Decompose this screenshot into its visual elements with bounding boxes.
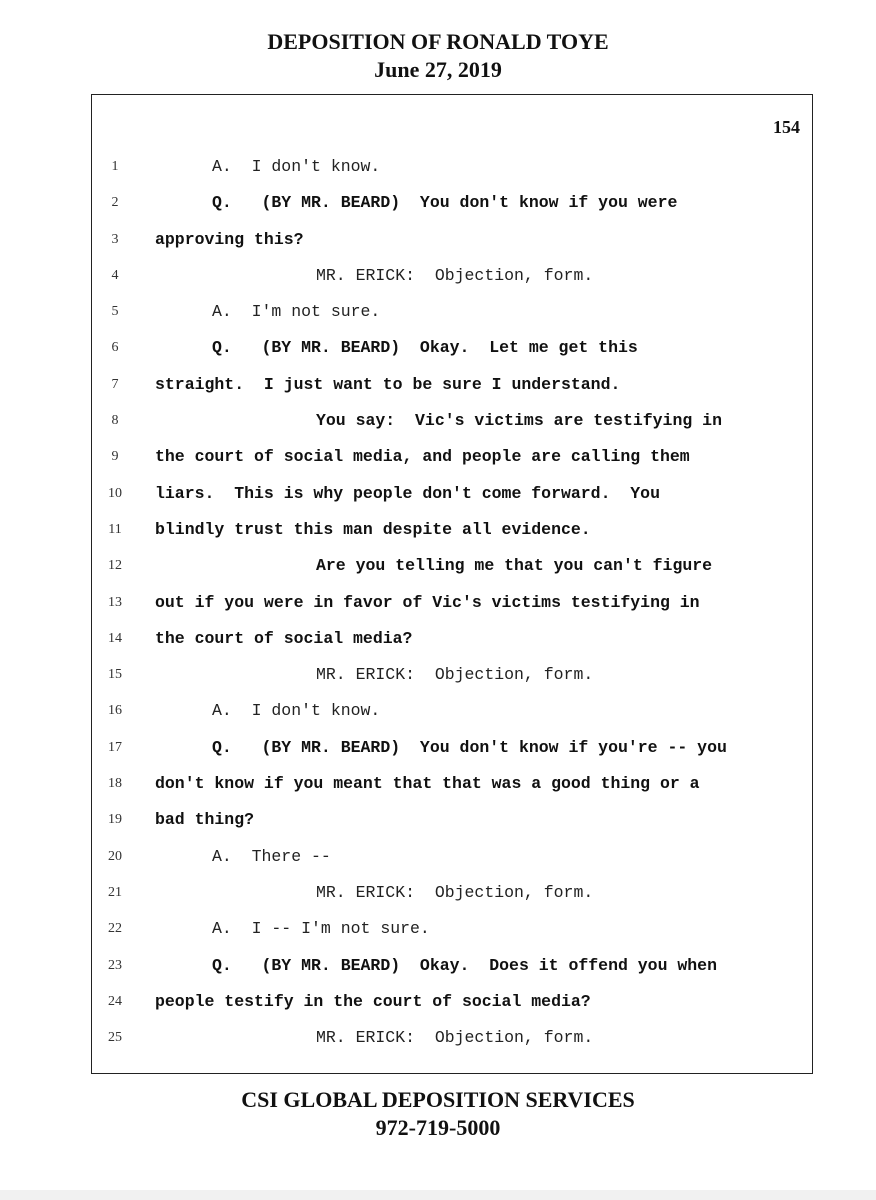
line-number: 22 [108, 921, 122, 937]
line-text: MR. ERICK: Objection, form. [316, 265, 594, 285]
line-text: blindly trust this man despite all evidence. [155, 519, 591, 539]
transcript-line [92, 149, 812, 185]
transcript-line [92, 948, 812, 984]
transcript-line [92, 693, 812, 729]
line-text: don't know if you meant that that was a good thing or a [155, 774, 700, 794]
line-text: A. There -- [212, 846, 331, 866]
transcript-line [92, 585, 812, 621]
transcript-line [92, 222, 812, 258]
line-number: 14 [108, 630, 122, 646]
line-number: 24 [108, 993, 122, 1009]
line-text: A. I'm not sure. [212, 302, 381, 322]
transcript-line [92, 294, 812, 330]
line-number: 23 [108, 957, 122, 973]
bottom-strip [0, 1190, 876, 1200]
line-number: 4 [111, 267, 119, 283]
transcript-line [92, 330, 812, 366]
line-text: Q. (BY MR. BEARD) Okay. Does it offend you when [212, 955, 717, 975]
line-text: Q. (BY MR. BEARD) You don't know if you're -- you [212, 737, 727, 757]
line-text: MR. ERICK: Objection, form. [316, 665, 594, 685]
line-number: 5 [111, 304, 119, 320]
transcript-line [92, 766, 812, 802]
transcript-lines [92, 149, 812, 1056]
transcript-line [92, 984, 812, 1020]
line-number: 13 [108, 594, 122, 610]
transcript-line [92, 621, 812, 657]
line-number: 3 [111, 231, 119, 247]
company-phone: 972-719-5000 [375, 1115, 501, 1140]
line-number: 1 [111, 159, 119, 174]
transcript-line [92, 911, 812, 947]
transcript-line [92, 185, 812, 221]
line-text: liars. This is why people don't come forward. You [155, 483, 660, 503]
line-number: 6 [111, 340, 119, 356]
transcript-line [92, 476, 812, 512]
line-number: 9 [111, 449, 119, 465]
line-number: 8 [111, 413, 119, 429]
line-number: 12 [108, 558, 122, 574]
line-number: 7 [111, 376, 119, 392]
line-text: A. I don't know. [212, 701, 381, 721]
line-number: 10 [108, 485, 122, 501]
line-number: 2 [111, 195, 119, 211]
page-number: 154 [773, 117, 800, 137]
transcript-line [92, 875, 812, 911]
court-reporting-company: CSI GLOBAL DEPOSITION SERVICES [241, 1087, 635, 1112]
document-footer [0, 1086, 876, 1142]
transcript-line [92, 802, 812, 838]
line-number: 20 [108, 848, 122, 864]
line-number: 11 [108, 521, 122, 537]
line-number: 17 [108, 739, 122, 755]
transcript-line [92, 657, 812, 693]
transcript-line [92, 439, 812, 475]
line-text: MR. ERICK: Objection, form. [316, 882, 594, 902]
transcript-page [91, 94, 813, 1074]
line-number: 16 [108, 703, 122, 719]
transcript-line [92, 258, 812, 294]
line-number: 19 [108, 812, 122, 828]
transcript-line [92, 403, 812, 439]
transcript-line [92, 839, 812, 875]
deposition-date: June 27, 2019 [374, 57, 502, 82]
line-text: A. I don't know. [212, 157, 381, 176]
line-number: 21 [108, 884, 122, 900]
line-text: approving this? [155, 229, 304, 249]
line-text: people testify in the court of social media? [155, 991, 591, 1011]
line-number: 15 [108, 667, 122, 683]
line-text: straight. I just want to be sure I understand. [155, 374, 621, 394]
transcript-line [92, 512, 812, 548]
line-text: MR. ERICK: Objection, form. [316, 1028, 594, 1048]
line-number: 25 [108, 1030, 122, 1046]
transcript-line [92, 548, 812, 584]
line-text: You say: Vic's victims are testifying in [316, 411, 722, 431]
line-text: Q. (BY MR. BEARD) Okay. Let me get this [212, 338, 638, 358]
line-text: the court of social media, and people are calling them [155, 447, 690, 467]
transcript-line [92, 367, 812, 403]
line-text: A. I -- I'm not sure. [212, 919, 430, 939]
transcript-line [92, 1020, 812, 1056]
document-header [0, 28, 876, 84]
line-number: 18 [108, 776, 122, 792]
deposition-title: DEPOSITION OF RONALD TOYE [267, 29, 609, 54]
line-text: bad thing? [155, 810, 255, 830]
transcript-line [92, 730, 812, 766]
line-text: Q. (BY MR. BEARD) You don't know if you were [212, 193, 678, 213]
line-text: Are you telling me that you can't figure [316, 556, 713, 576]
line-text: out if you were in favor of Vic's victims testifying in [155, 592, 700, 612]
line-text: the court of social media? [155, 628, 413, 648]
